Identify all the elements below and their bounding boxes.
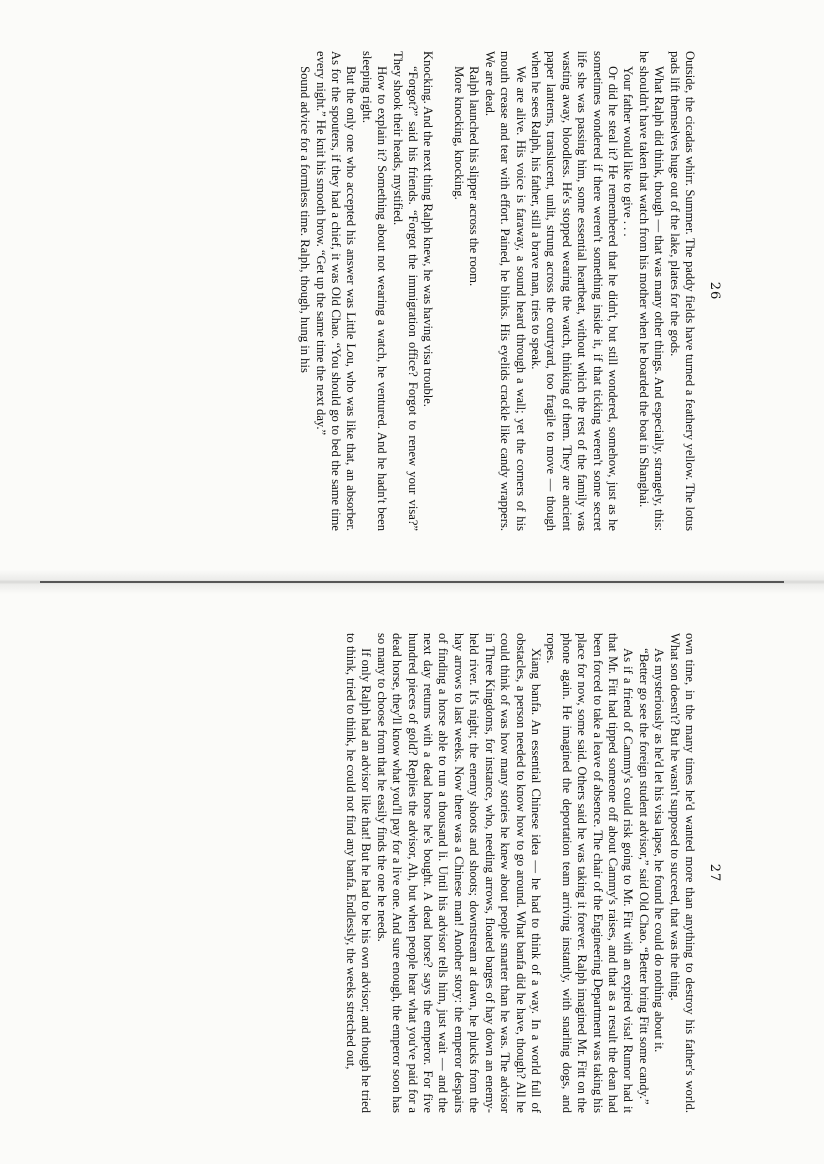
page-number: 26: [707, 281, 722, 301]
paragraph: Outside, the cicadas whirr. Summer. The paddy fields have turned a feathery yellow. The lotus pads lift themselves huge out of the lake, plates for the gods.: [667, 51, 697, 531]
paragraph: But the only one who accepted his answer was Little Lou, who was like that, an absorber. As for the spouters, if they had a chief, it was Old Chao. “You should go to bed the same time every night.” He knit his smooth brow. “Get up the same time the next day.”: [313, 51, 359, 531]
paragraph: As mysteriously as he'd let his visa lapse, he found he could do nothing about it.: [652, 648, 667, 1053]
paragraph: Or did he steal it? He remembered that he didn't, but still wondered, somehow, just as he sometimes wondered if there weren't something inside it, if that ticking weren't some secret life she was passing him, some essential heartbeat, without which the rest of the family was wasting away, bloodless. He's stopped wearing the watch, thinking of them. They are ancient paper lanterns, translucent, unlit, strung across the courtyard, too fragile to move — though when he sees Ralph, his father, still a brave man, tries to speak.: [528, 51, 620, 531]
paragraph: “Forgot?” said his friends. “Forgot the immigration office? Forgot to renew your visa?” They shook their heads, mystified.: [390, 51, 421, 531]
paragraph: Knocking. And the next thing Ralph knew, he was having visa trouble.: [421, 51, 436, 407]
paragraph: More knocking, knocking.: [451, 66, 466, 200]
paragraph: Sound advice for a formless time. Ralph, though, hung in his: [298, 66, 313, 373]
page-26-content: [102, 51, 722, 531]
page-number: 27: [707, 863, 722, 883]
page-27-content: [102, 633, 722, 1113]
page-27: [0, 582, 824, 1164]
paragraph: We are alive. His voice is faraway, a sound heard through a wall; yet the corners of his mouth crease and tear with effort. Pained, he blinks. His eyelids crackle like candy wrappers. We are dead.: [482, 51, 528, 531]
paragraph: Your father would like to give . . .: [621, 66, 636, 237]
paragraph: own time, in the many times he'd wanted more than anything to destroy his father's world. What son doesn't? But he wasn't supposed to succeed, that was the thing.: [667, 633, 697, 1113]
text-block: [343, 633, 697, 1113]
paragraph: If only Ralph had an advisor like that! But he had to be his own advisor; and though he tried to think, tried to think, he could not find any banfa. Endlessly, the weeks stretched out,: [344, 633, 374, 1113]
paragraph: How to explain it? Something about not wearing a watch, he ventured. And he hadn't been sleeping right.: [359, 51, 390, 531]
paragraph: Xiang banfa. An essential Chinese idea — he had to think of a way. In a world full of obstacles, a person needed to know how to go around. What banfa did he have, though? All he could think of was how many stories he knew about people smarter than he was. The advisor in Three Kingdoms, for instance, who, needing arrows, floated barges of hay down an enemy-held river. It's night; the enemy shoots and shoots; downstream at dawn, he plucks from the hay arrows to last weeks. Now there was a Chinese man! Another story: the emperor despairs of finding a horse able to run a thousand li. Until his advisor tells him, just wait — and the next day returns with a dead horse he's bought. A dead horse? says the emperor. For five hundred pieces of gold? Replies the advisor, Ah, but when people hear what you've paid for a dead horse, they'll know what you'll pay for a live one. And sure enough, the emperor soon has so many to choose from that he easily finds the one he needs.: [374, 633, 543, 1113]
paragraph: As if a friend of Cammy's could risk going to Mr. Fitt with an expired visa! Rumor had it that Mr. Fitt had tipped someone off about Cammy's raises, and that as a result the dean had been forced to take a leave of absence. The chair of the Engineering Department was taking his place for now, some said. Others said he was taking it forever. Ralph imagined Mr. Fitt on the phone again. He imagined the deportation team arriving instantly, with snarling dogs, and ropes.: [544, 633, 636, 1113]
text-block: [297, 51, 697, 531]
paragraph: Ralph launched his slipper across the room.: [467, 66, 482, 287]
paragraph: What Ralph did think, though — that was many other things. And especially, strangely, this: he shouldn't have taken that watch from his mother when he boarded the boat in Shanghai.: [636, 51, 667, 531]
paragraph: “Better go see the foreign student advisor,” said Old Chao. “Better bring Fitt some candy.”: [636, 648, 651, 1105]
